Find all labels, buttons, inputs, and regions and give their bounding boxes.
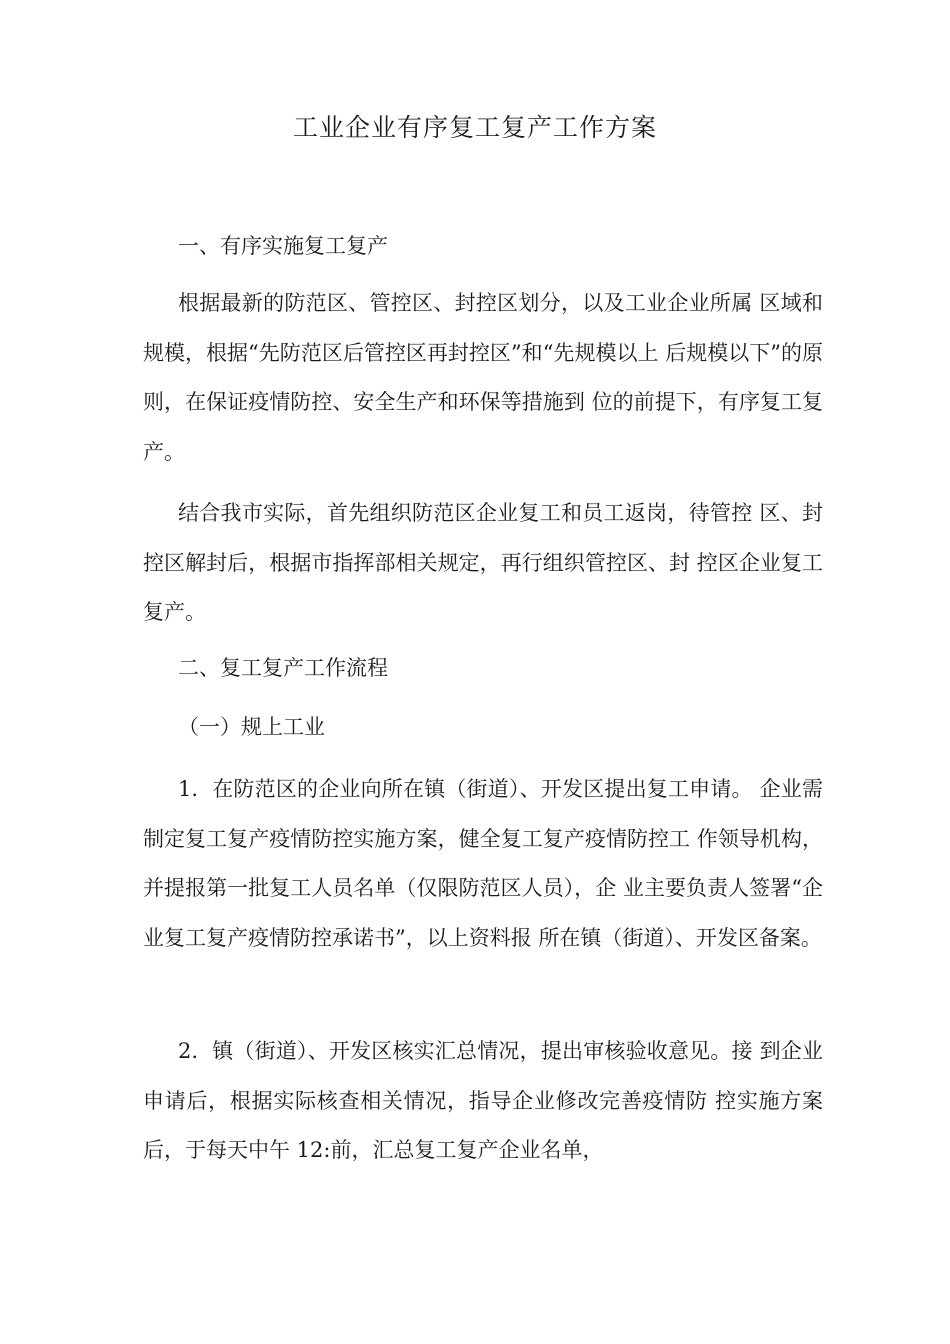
list-item-2-text: 镇（街道）、开发区核实汇总情况，提出审核验收意见。接 到企业申请后，根据实际核查相关情况，指导企业修改完善疫情防 控实施方案后，于每天中午 12:前，汇总复工复产企业名单，	[143, 1039, 823, 1162]
list-item-1	[143, 765, 823, 963]
list-item-2	[143, 1027, 823, 1176]
list-item-1-text: 在防范区的企业向所在镇（街道）、开发区提出复工申请。 企业需制定复工复产疫情防控实施方案，健全复工复产疫情防控工 作领导机构，并提报第一批复工人员名单（仅限防范区人员），企 业主要负责人签署“企业复工复产疫情防控承诺书”，以上资料报 所在镇（街道）、开发区备案。	[143, 777, 823, 950]
sub-heading-1: （一）规上工业	[178, 715, 325, 739]
list-item-2-number: 2.	[178, 1039, 199, 1063]
paragraph-2: 结合我市实际，首先组织防范区企业复工和员工返岗，待管控 区、封控区解封后，根据市指挥部相关规定，再行组织管控区、封 控区企业复工复产。	[143, 501, 823, 624]
section-heading-2: 二、复工复产工作流程	[178, 656, 388, 680]
list-item-1-number: 1.	[178, 777, 199, 801]
section-heading-1: 一、有序实施复工复产	[178, 234, 388, 258]
paragraph-1: 根据最新的防范区、管控区、封控区划分，以及工业企业所属 区域和规模，根据“先防范区后管控区再封控区”和“先规模以上 后规模以下”的原则，在保证疫情防控、安全生产和环保等措施到 位的前提下，有序复工复产。	[143, 291, 823, 464]
document-title: 工业企业有序复工复产工作方案	[292, 113, 657, 142]
